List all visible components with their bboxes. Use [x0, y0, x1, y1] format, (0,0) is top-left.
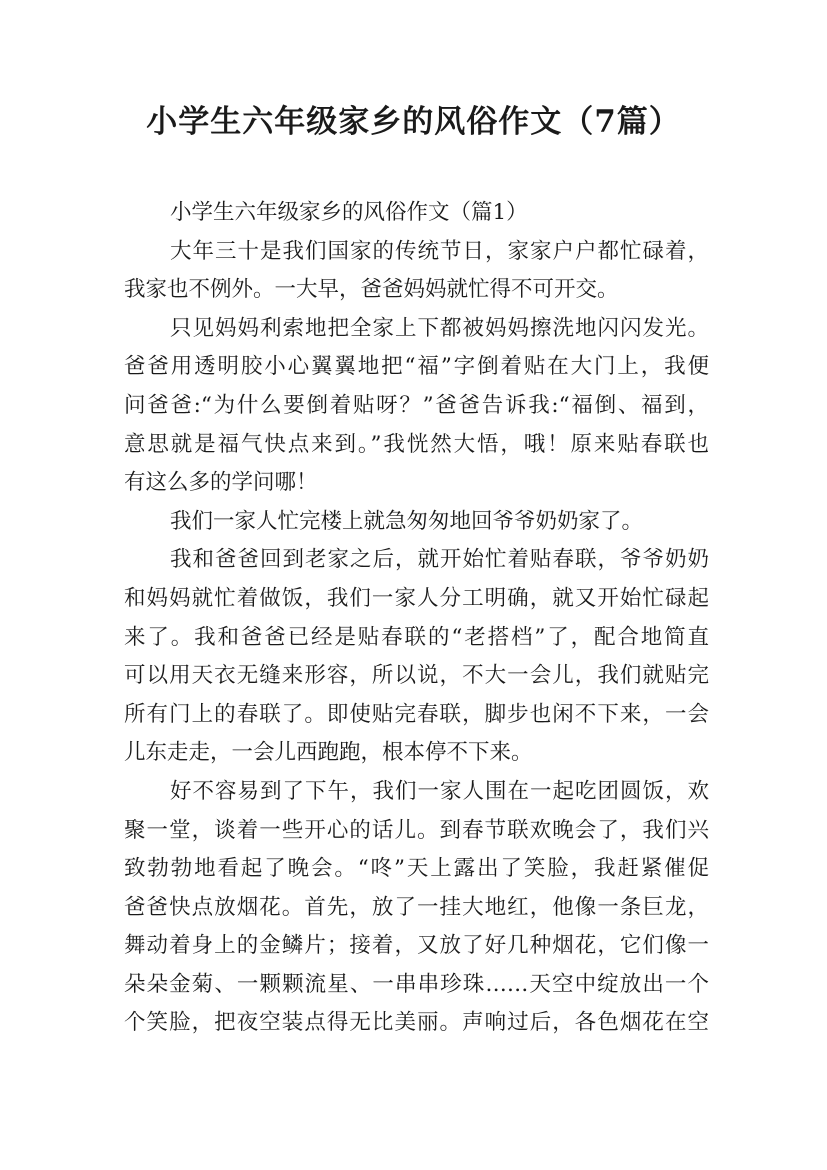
text-line: 儿东走走，一会儿西跑跑，根本停不下来。 — [124, 740, 533, 766]
text-line: 致勃勃地看起了晚会。“咚”天上露出了笑脸，我赶紧催促 — [124, 856, 709, 882]
text-line: 我们一家人忙完楼上就急匆匆地回爷爷奶奶家了。 — [170, 508, 644, 534]
text-line: 和妈妈就忙着做饭，我们一家人分工明确，就又开始忙碌起 — [124, 585, 709, 611]
paragraph — [124, 773, 709, 1043]
text-line: 问爸爸:“为什么要倒着贴呀？”爸爸告诉我:“福倒、福到， — [124, 392, 709, 418]
text-line: 有这么多的学问哪！ — [124, 470, 318, 496]
text-line: 朵朵金菊、一颗颗流星、一串串珍珠……天空中绽放出一个 — [124, 971, 709, 997]
text-line: 可以用天衣无缝来形容，所以说，不大一会儿，我们就贴完 — [124, 663, 709, 689]
text-line: 聚一堂，谈着一些开心的话儿。到春节联欢晚会了，我们兴 — [124, 817, 709, 843]
document-title: 小学生六年级家乡的风俗作文（7篇） — [146, 104, 681, 140]
text-line: 大年三十是我们国家的传统节日，家家户户都忙碌着， — [170, 238, 709, 264]
text-line: 爸爸快点放烟花。首先，放了一挂大地红，他像一条巨龙， — [124, 894, 709, 920]
text-line: 爸爸用透明胶小心翼翼地把“福”字倒着贴在大门上，我便 — [124, 354, 709, 380]
paragraph — [124, 233, 709, 310]
text-line: 只见妈妈利索地把全家上下都被妈妈擦洗地闪闪发光。 — [170, 315, 709, 341]
paragraph — [124, 503, 709, 542]
text-line: 来了。我和爸爸已经是贴春联的“老搭档”了，配合地简直 — [124, 624, 709, 650]
text-line: 个笑脸，把夜空装点得无比美丽。声响过后，各色烟花在空 — [124, 1010, 709, 1036]
paragraph — [124, 310, 709, 503]
document-body — [124, 194, 709, 1043]
text-line: 所有门上的春联了。即使贴完春联，脚步也闲不下来，一会 — [124, 701, 709, 727]
text-line: 舞动着身上的金鳞片；接着，又放了好几种烟花，它们像一 — [124, 933, 709, 959]
section-subtitle: 小学生六年级家乡的风俗作文（篇1） — [170, 200, 528, 225]
text-line: 意思就是福气快点来到。”我恍然大悟，哦！原来贴春联也 — [124, 431, 709, 457]
text-line: 好不容易到了下午，我们一家人围在一起吃团圆饭，欢 — [170, 778, 709, 804]
text-line: 我家也不例外。一大早，爸爸妈妈就忙得不可开交。 — [124, 277, 619, 303]
text-line: 我和爸爸回到老家之后，就开始忙着贴春联，爷爷奶奶 — [170, 547, 709, 573]
paragraph — [124, 541, 709, 773]
